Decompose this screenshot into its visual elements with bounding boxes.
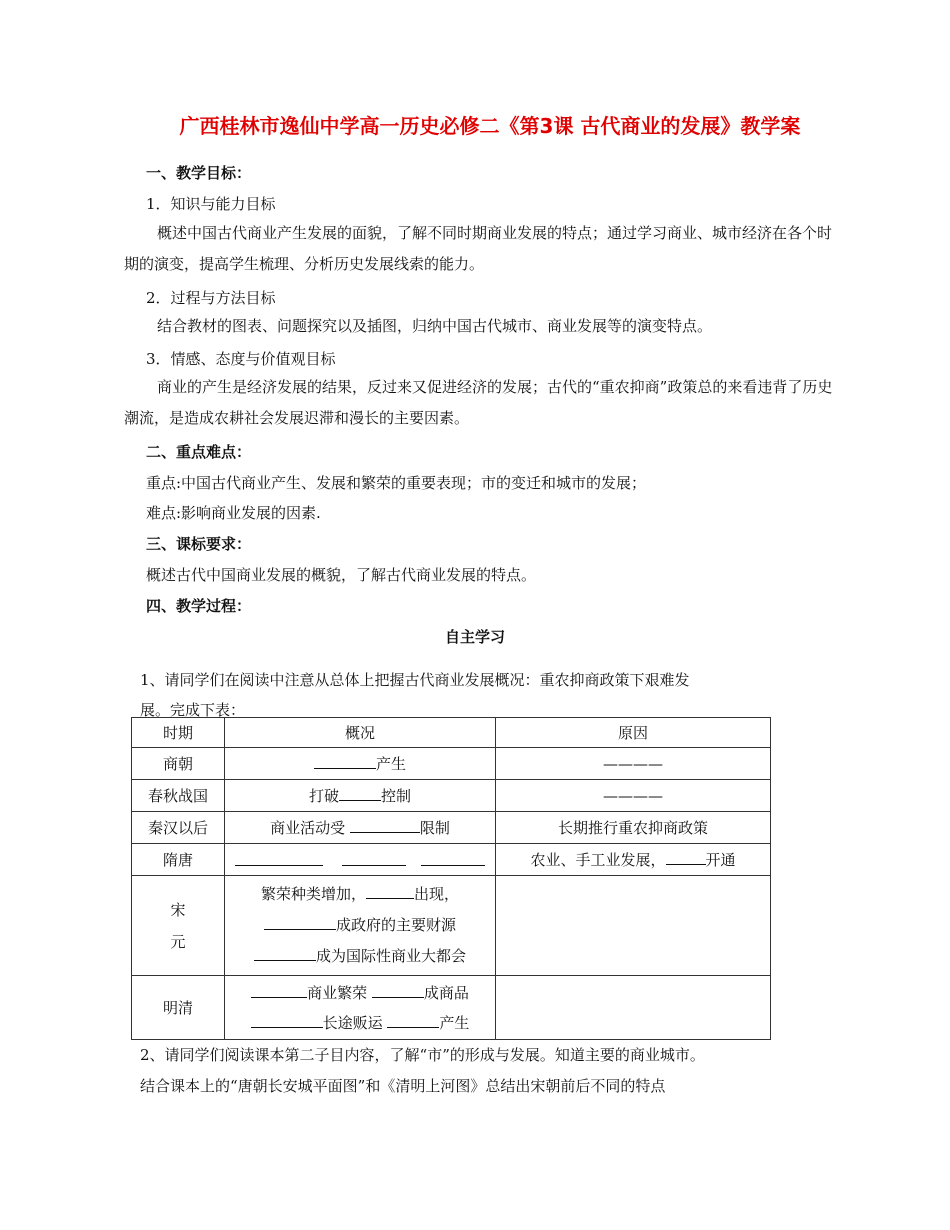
reason-cell	[496, 876, 771, 976]
blank[interactable]	[342, 850, 406, 866]
blank[interactable]	[314, 753, 376, 769]
overview-text: 打破	[308, 787, 339, 805]
blank[interactable]	[264, 914, 336, 930]
reason-cell	[496, 976, 771, 1040]
section-standard-heading: 三、课标要求：	[146, 535, 252, 553]
difficult-point-text: 难点:影响商业发展的因素.	[146, 504, 321, 522]
reason-text: 开通	[705, 851, 736, 869]
blank[interactable]	[387, 1012, 439, 1028]
overview-text: 出现，	[414, 885, 460, 903]
question-1-line-2: 展。完成下表：	[140, 701, 246, 719]
period-text: 宋	[170, 900, 186, 919]
blank[interactable]	[251, 1012, 323, 1028]
reason-cell: 长期推行重农抑商政策	[496, 812, 771, 844]
blank[interactable]	[666, 849, 706, 865]
overview-cell	[225, 844, 496, 876]
section-objectives-heading: 一、教学目标：	[146, 164, 252, 182]
overview-cell	[225, 876, 496, 976]
commerce-table	[131, 717, 771, 1040]
header-reason: 原因	[496, 718, 771, 748]
blank[interactable]	[372, 982, 424, 998]
table-header-row	[132, 718, 771, 748]
blank[interactable]	[251, 982, 307, 998]
blank[interactable]	[235, 850, 323, 866]
overview-cell	[225, 748, 496, 780]
reason-cell: ————	[496, 748, 771, 780]
question-2-line-1	[140, 1044, 705, 1065]
period-text: 元	[170, 932, 186, 951]
reason-text: 农业、手工业发展，	[530, 851, 666, 869]
table-row	[132, 748, 771, 780]
overview-cell	[225, 780, 496, 812]
overview-text: 成为国际性商业大都会	[315, 947, 466, 965]
objective-2-title: 2．过程与方法目标	[146, 289, 276, 307]
table-row	[132, 844, 771, 876]
blank[interactable]	[254, 945, 316, 961]
period-cell: 春秋战国	[132, 780, 225, 812]
document-title: 广西桂林市逸仙中学高一历史必修二《第3课 古代商业的发展》教学案	[179, 114, 801, 138]
section-process-heading: 四、教学过程：	[146, 597, 252, 615]
header-overview: 概况	[225, 718, 496, 748]
period-cell: 隋唐	[132, 844, 225, 876]
overview-cell	[225, 812, 496, 844]
period-cell: 商朝	[132, 748, 225, 780]
overview-text: 成商品	[423, 983, 469, 1002]
objective-2-text: 结合教材的图表、问题探究以及插图，归纳中国古代城市、商业发展等的演变特点。	[157, 317, 713, 335]
period-cell: 秦汉以后	[132, 812, 225, 844]
reason-cell: ————	[496, 780, 771, 812]
objective-3-text: 商业的产生是经济发展的结果，反过来又促进经济的发展；古代的“重农抑商”政策总的来看违背了历史潮流，是造成农耕社会发展迟滞和漫长的主要因素。	[124, 378, 833, 427]
overview-cell	[225, 976, 496, 1040]
blank[interactable]	[421, 850, 485, 866]
overview-text: 控制	[381, 787, 412, 805]
section-key-points-heading: 二、重点难点：	[146, 443, 252, 461]
objective-1-title: 1．知识与能力目标	[146, 195, 276, 213]
question-2-text: 2、请同学们阅读课本第二子目内容，了解“市”的形成与发展。知道主要的商业城市。	[140, 1046, 705, 1064]
key-point-text: 重点:中国古代商业产生、发展和繁荣的重要表现；市的变迁和城市的发展；	[146, 474, 647, 492]
table-row	[132, 812, 771, 844]
overview-text: 限制	[419, 819, 450, 837]
standard-text: 概述古代中国商业发展的概貌，了解古代商业发展的特点。	[146, 566, 537, 584]
overview-text: 产生	[375, 755, 406, 773]
overview-text: 成政府的主要财源	[335, 916, 456, 934]
overview-text: 长途贩运	[322, 1013, 383, 1032]
overview-text: 商业活动受	[270, 819, 346, 837]
table-row	[132, 876, 771, 976]
header-period: 时期	[132, 718, 225, 748]
question-1-line-1: 1、请同学们在阅读中注意从总体上把握古代商业发展概况：重农抑商政策下艰难发	[140, 671, 690, 689]
question-2-line-2: 结合课本上的“唐朝长安城平面图”和《清明上河图》总结出宋朝前后不同的特点	[140, 1077, 666, 1095]
table-row	[132, 780, 771, 812]
overview-text: 产生	[439, 1013, 470, 1032]
period-cell	[132, 876, 225, 976]
objective-1-text: 概述中国古代商业产生发展的面貌，了解不同时期商业发展的特点；通过学习商业、城市经济在各个时期的演变，提高学生梳理、分析历史发展线索的能力。	[124, 224, 833, 273]
self-study-heading: 自主学习	[444, 628, 505, 646]
overview-text: 商业繁荣	[307, 983, 368, 1002]
objective-3-title: 3．情感、态度与价值观目标	[146, 350, 336, 368]
blank[interactable]	[366, 883, 414, 899]
blank[interactable]	[350, 817, 420, 833]
reason-cell	[496, 844, 771, 876]
blank[interactable]	[339, 785, 381, 801]
table-row	[132, 976, 771, 1040]
overview-text: 繁荣种类增加，	[260, 885, 366, 903]
period-cell: 明清	[132, 976, 225, 1040]
